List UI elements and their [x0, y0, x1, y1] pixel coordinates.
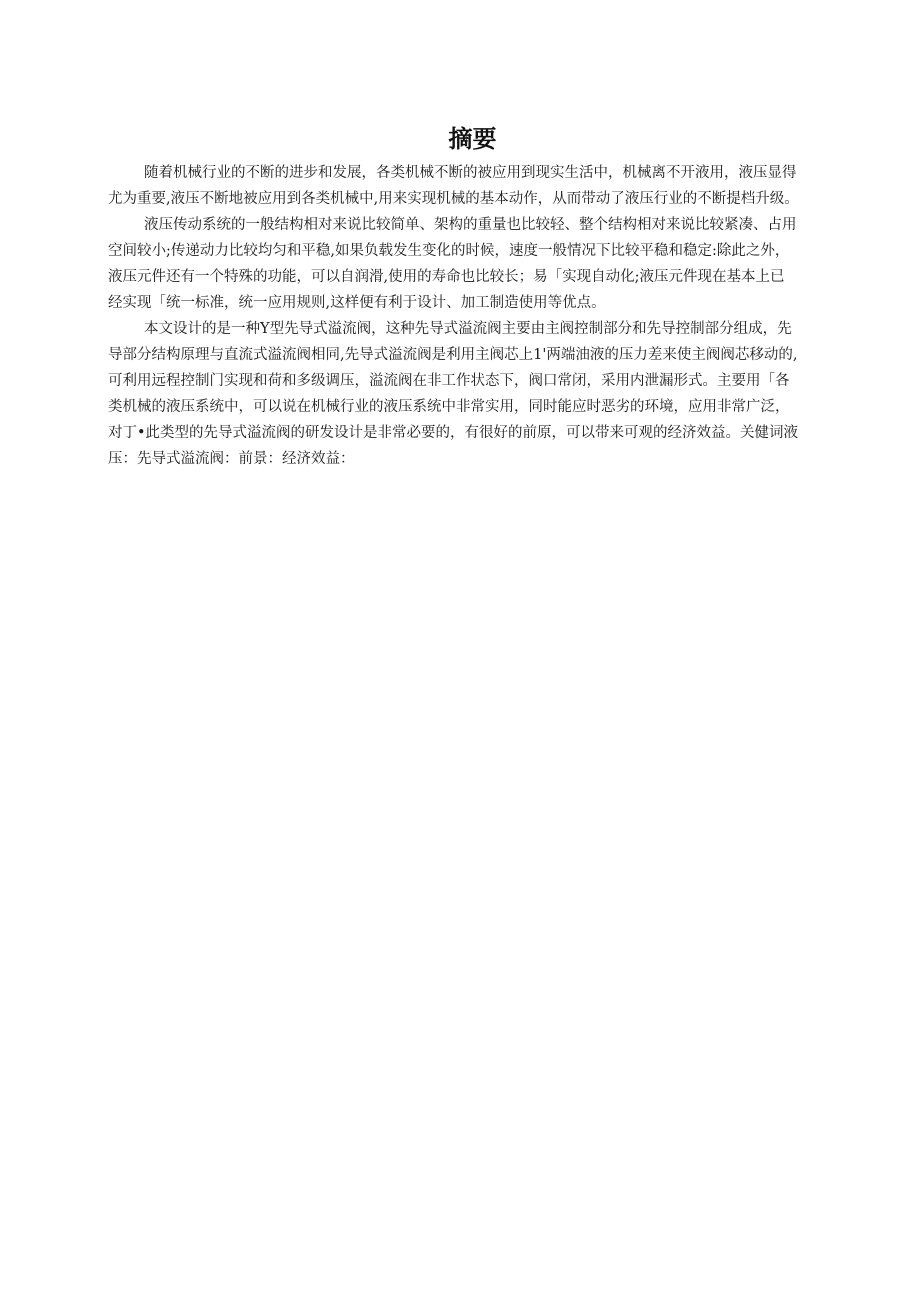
paragraph-3 [108, 316, 844, 472]
text-line: 压：先导式溢流阀：前景：经济效益： [108, 451, 355, 467]
text-line: 类机械的液压系统中，可以说在机械行业的液压系统中非常实用，同时能应时恶劣的环境，应用非常广泛， [108, 399, 790, 415]
text-line: 液压传动系统的一般结构相对来说比较简单、架构的重量也比较轻、整个结构相对来说比较紧凑、占用 [144, 217, 797, 233]
text-line: 随着机械行业的不断的进步和发展，各类机械不断的被应用到现实生活中，机械离不开液用，液压显得 [144, 165, 797, 181]
text-line: 对丁•此类型的先导式溢流阀的研发设计是非常必要的，有很好的前原，可以带来可观的经济效益。关健词液 [108, 425, 799, 441]
text-line: 尤为重要,液压不断地被应用到各类机械中,用来实现机械的基本动作，从而带动了液压行业的不断提档升级。 [108, 191, 799, 207]
text-line: 本文设计的是一种Y型先导式溢流阀，这种先导式溢流阀主要由主阀控制部分和先导控制部分组成，先 [144, 321, 792, 337]
text-line: 经实现「统一标准，统一应用规则,这样便有利于设计、加工制造使用等优点。 [108, 295, 606, 311]
text-line: 液压元件还有一个特殊的功能，可以自润滑,使用的寿命也比较长；易「实现自动化;液压元件现在基本上已 [108, 269, 785, 285]
paragraph-2 [108, 212, 844, 316]
paragraph-1 [108, 160, 844, 212]
text-line: 可利用远程控制门实现和荷和多级调压，溢流阀在非工作状态下，阀口常闭，采用内泄漏形式。主要用「各 [108, 373, 790, 389]
text-line: 导部分结构原理与直流式溢流阀相同,先导式溢流阀是利用主阀芯上1'两端油液的压力差来使主阀阀芯移动的, [108, 347, 798, 363]
text-line: 空间较小;传递动力比较均匀和平稳,如果负载发生变化的时候，速度一般情况下比较平稳和稳定:除此之外， [108, 243, 790, 259]
abstract-body [108, 160, 844, 472]
page-title: 摘要 [448, 125, 497, 153]
